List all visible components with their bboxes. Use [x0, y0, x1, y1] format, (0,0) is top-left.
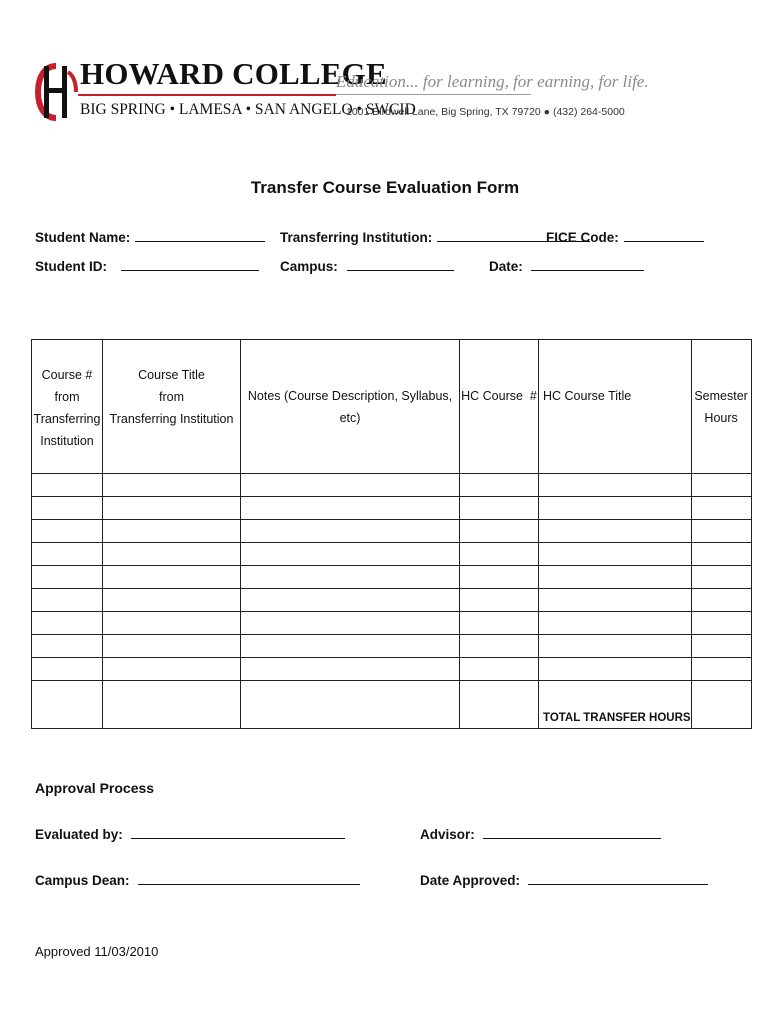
column-header-semester-hours: Semester Hours	[691, 340, 751, 474]
advisor-label: Advisor:	[420, 827, 475, 842]
student-id-label: Student ID:	[35, 259, 107, 274]
column-header-hc-course-title: HC Course Title	[539, 340, 692, 474]
evaluated-by-label: Evaluated by:	[35, 827, 123, 842]
fice-code-field	[546, 229, 704, 245]
college-tagline: Education... for learning, for earning, for life.	[336, 72, 649, 91]
campus-line[interactable]	[347, 258, 454, 271]
campus-list: BIG SPRING • LAMESA • SAN ANGELO • SWCID	[80, 101, 416, 118]
table-row	[32, 520, 752, 543]
date-label: Date:	[489, 259, 523, 274]
course-table	[31, 339, 752, 729]
transferring-institution-label: Transferring Institution:	[280, 230, 433, 245]
header-divider	[78, 94, 336, 96]
college-name: HOWARD COLLEGE	[80, 56, 387, 91]
advisor-field	[420, 826, 661, 842]
table-row	[32, 635, 752, 658]
column-header-hc-course-number: HC Course #	[460, 340, 539, 474]
table-row	[32, 543, 752, 566]
table-row	[32, 566, 752, 589]
approved-date-footer: Approved 11/03/2010	[35, 944, 159, 959]
date-approved-field	[420, 872, 708, 888]
table-header-row	[32, 340, 752, 474]
student-name-field	[35, 229, 265, 245]
student-name-line[interactable]	[135, 229, 265, 242]
campus-dean-label: Campus Dean:	[35, 873, 130, 888]
approval-process-heading: Approval Process	[35, 780, 155, 796]
table-row	[32, 474, 752, 497]
college-address: 1001 Birdwell Lane, Big Spring, TX 79720 ● (432) 264-5000	[346, 106, 625, 118]
date-approved-label: Date Approved:	[420, 873, 521, 888]
date-line[interactable]	[531, 258, 644, 271]
table-row	[32, 497, 752, 520]
header-divider-gray	[336, 94, 531, 95]
column-header-notes: Notes (Course Description, Syllabus, etc)	[241, 340, 460, 474]
table-row	[32, 658, 752, 681]
fice-code-line[interactable]	[624, 229, 704, 242]
evaluated-by-line[interactable]	[131, 826, 345, 839]
form-title: Transfer Course Evaluation Form	[250, 178, 520, 197]
table-row	[32, 612, 752, 635]
student-id-line[interactable]	[121, 258, 259, 271]
campus-field	[280, 258, 454, 274]
fice-code-label: FICE Code:	[546, 230, 619, 245]
evaluated-by-field	[35, 826, 345, 842]
student-name-label: Student Name:	[35, 230, 131, 245]
date-field	[489, 258, 644, 274]
college-logo-icon	[34, 62, 78, 122]
table-row	[32, 589, 752, 612]
column-header-course-title: Course Title from Transferring Institution	[103, 340, 241, 474]
date-approved-line[interactable]	[528, 872, 708, 885]
total-transfer-hours-cell[interactable]	[691, 681, 751, 729]
campus-label: Campus:	[280, 259, 338, 274]
total-transfer-hours-label: TOTAL TRANSFER HOURS	[539, 681, 692, 729]
student-id-field	[35, 258, 259, 274]
table-total-row	[32, 681, 752, 729]
campus-dean-field	[35, 872, 360, 888]
column-header-course-number: Course # from Transferring Institution	[32, 340, 103, 474]
transferring-institution-field	[280, 229, 590, 245]
advisor-line[interactable]	[483, 826, 661, 839]
campus-dean-line[interactable]	[138, 872, 360, 885]
